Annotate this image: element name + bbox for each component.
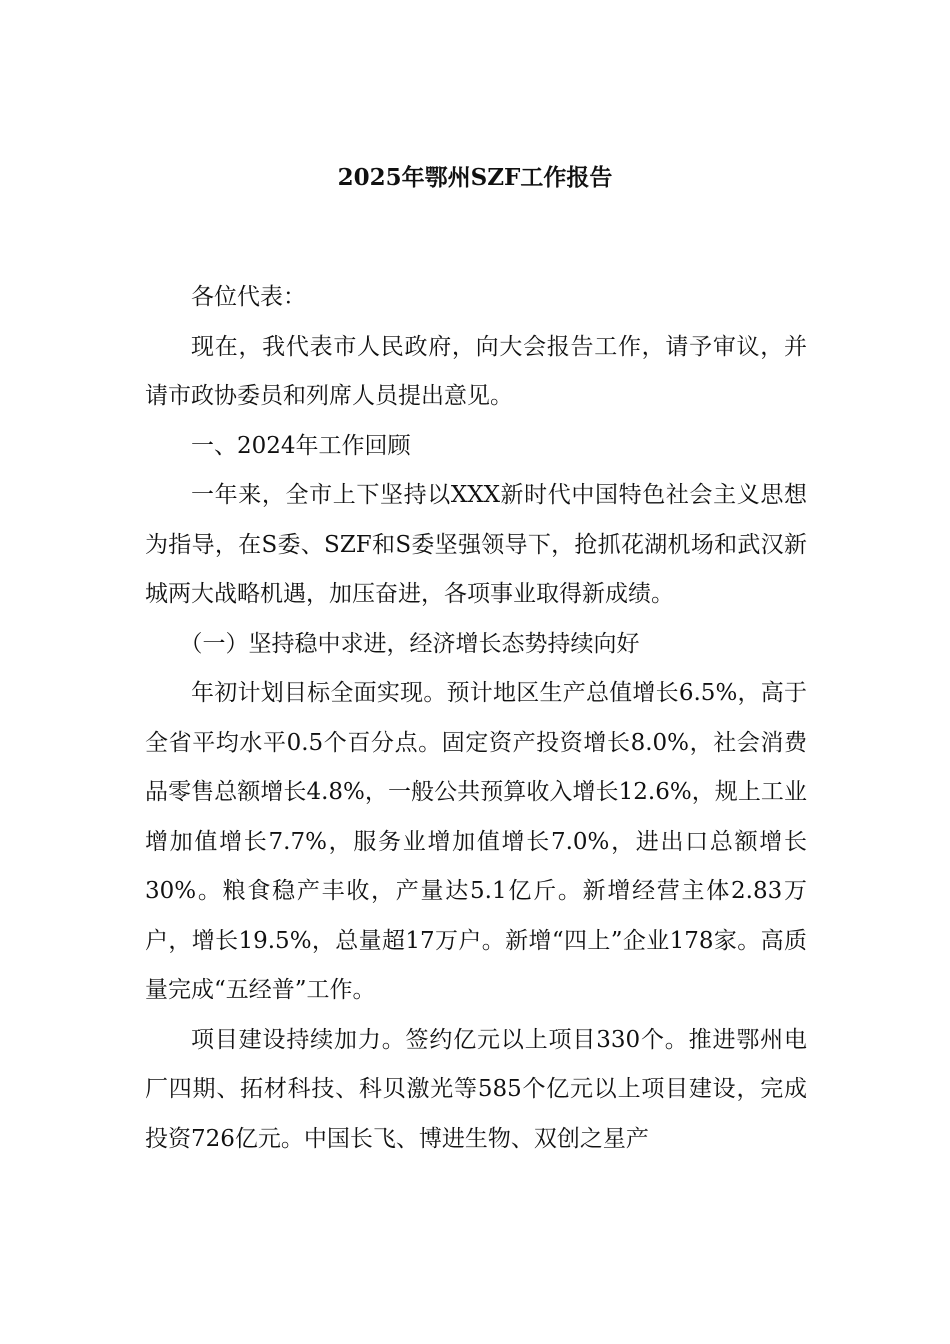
paragraph-overview: 一年来，全市上下坚持以XXX新时代中国特色社会主义思想为指导，在S委、SZF和S委坚强领导下，抢抓花湖机场和武汉新城两大战略机遇，加压奋进，各项事业取得新成绩。 [145,482,807,607]
paragraph-projects: 项目建设持续加力。签约亿元以上项目330个。推进鄂州电厂四期、拓材科技、科贝激光等585个亿元以上项目建设，完成投资726亿元。中国长飞、博进生物、双创之星产 [145,1026,807,1152]
paragraph-intro: 现在，我代表市人民政府，向大会报告工作，请予审议，并请市政协委员和列席人员提出意见。 [145,333,807,409]
paragraph-targets: 年初计划目标全面实现。预计地区生产总值增长6.5%，高于全省平均水平0.5个百分点。固定资产投资增长8.0%，社会消费品零售总额增长4.8%，一般公共预算收入增长12.6%，规上工业增加值增长7.7%，服务业增加值增长7.0%，进出口总额增长30%。粮食稳产丰收，产量达5.1亿斤。新增经营主体2.83万户，增长19.5%，总量超17万户。新增“四上”企业178家。高质量完成“五经普”工作。 [145,680,807,1003]
subsection-heading: （一）坚持稳中求进，经济增长态势持续向好 [179,630,640,657]
section-heading: 一、2024年工作回顾 [191,432,411,459]
salutation: 各位代表： [191,284,306,310]
document-body [145,273,807,1164]
document-title: 2025年鄂州SZF工作报告 [337,164,613,191]
